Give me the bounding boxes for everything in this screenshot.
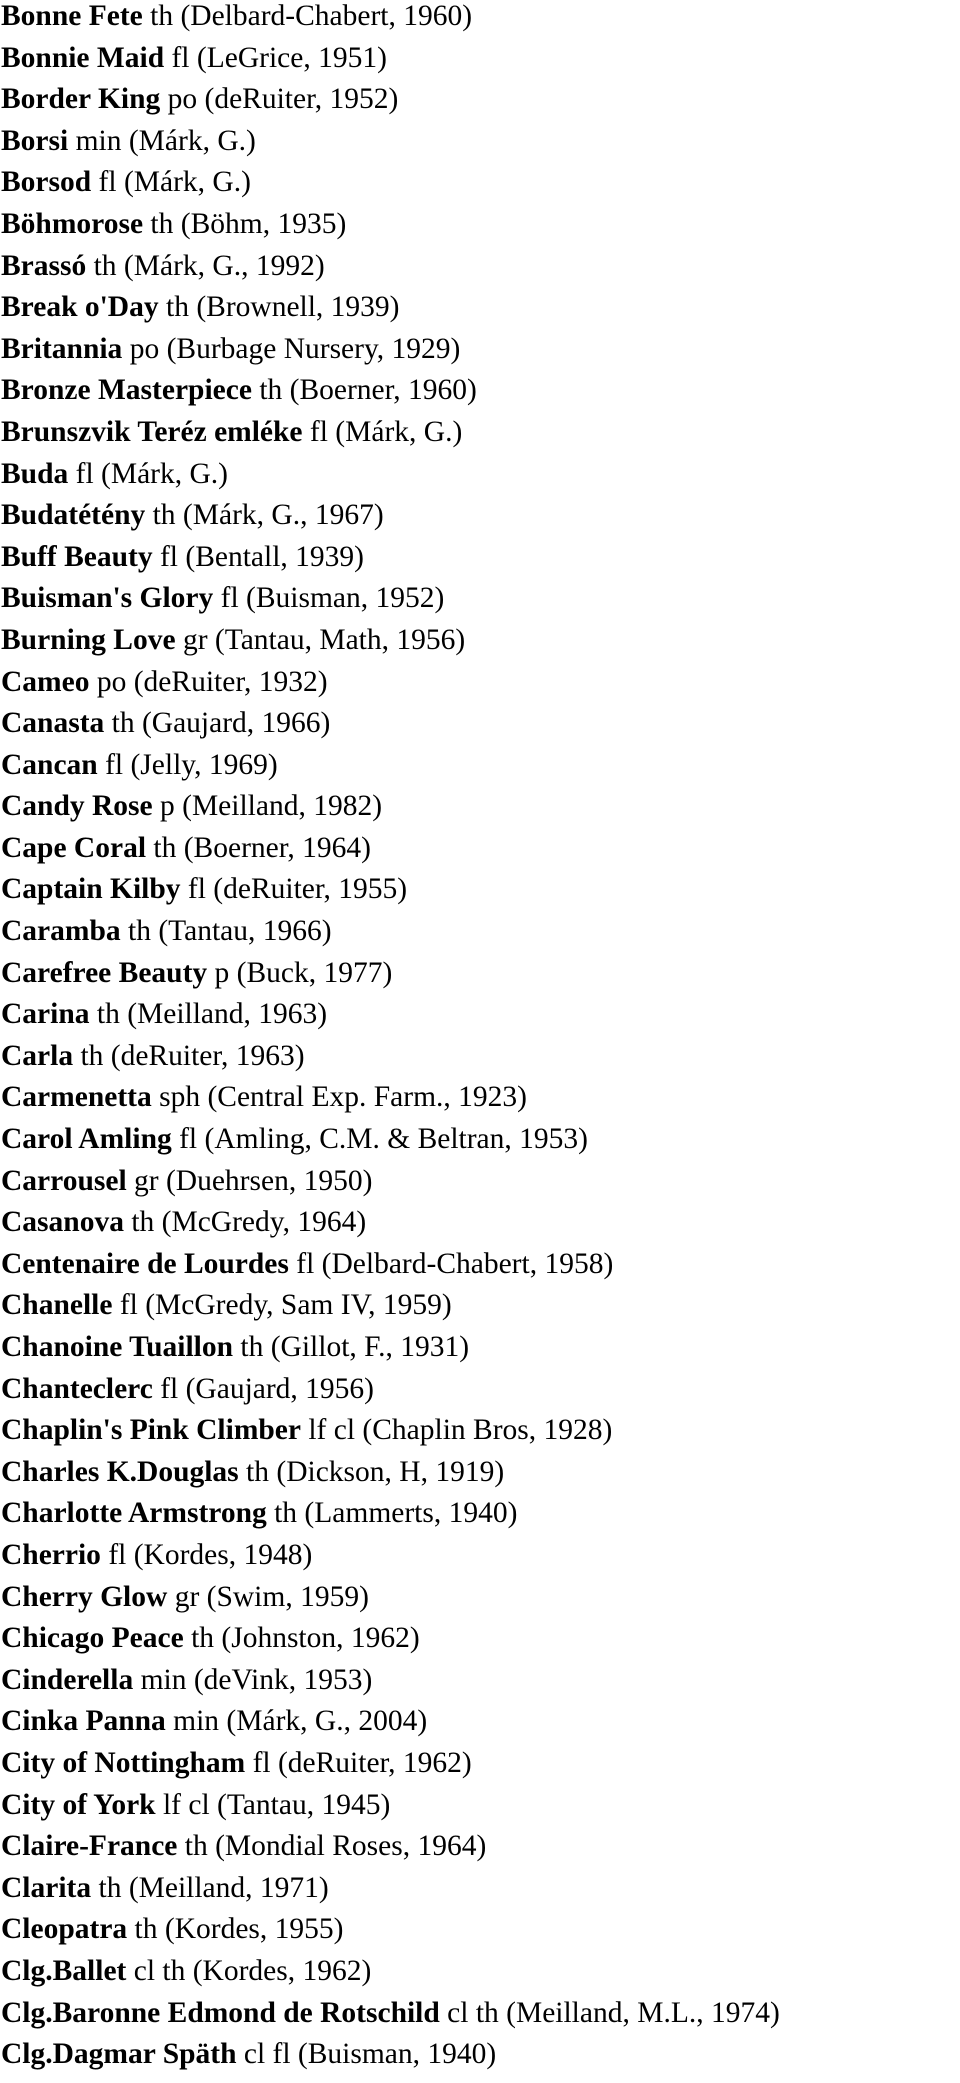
variety-details: th (Tantau, 1966): [128, 915, 332, 948]
variety-name: Canasta: [1, 707, 105, 740]
variety-details: gr (Duehrsen, 1950): [134, 1164, 373, 1197]
list-item: [1, 208, 959, 250]
variety-details: th (Boerner, 1960): [259, 374, 477, 407]
variety-details: lf cl (Tantau, 1945): [162, 1788, 391, 1821]
list-item: [1, 1497, 959, 1539]
variety-name: Cherry Glow: [1, 1580, 168, 1613]
variety-name: Borsod: [1, 166, 92, 199]
rose-variety-list: [1, 0, 959, 2080]
variety-details: th (Mondial Roses, 1964): [184, 1830, 487, 1863]
list-item: [1, 83, 959, 125]
list-item: [1, 1165, 959, 1207]
variety-name: Carmenetta: [1, 1081, 152, 1114]
variety-details: fl (Bentall, 1939): [159, 540, 364, 573]
variety-details: p (Meilland, 1982): [160, 790, 383, 823]
variety-details: th (Boerner, 1964): [153, 831, 371, 864]
variety-name: Chaplin's Pink Climber: [1, 1414, 301, 1447]
variety-details: th (Meilland, 1963): [96, 998, 328, 1031]
variety-details: th (Lammerts, 1940): [274, 1497, 518, 1530]
list-item: [1, 1206, 959, 1248]
list-item: [1, 1747, 959, 1789]
variety-name: Clg.Ballet: [1, 1954, 127, 1987]
variety-details: min (Márk, G.): [75, 124, 256, 157]
variety-name: Brunszvik Teréz emléke: [1, 415, 303, 448]
variety-name: Charlotte Armstrong: [1, 1497, 267, 1530]
variety-name: Borsi: [1, 124, 69, 157]
list-item: [1, 1248, 959, 1290]
variety-name: Cancan: [1, 748, 98, 781]
list-item: [1, 582, 959, 624]
list-item: [1, 957, 959, 999]
variety-details: th (Gillot, F., 1931): [240, 1331, 470, 1363]
variety-details: th (Delbard-Chabert, 1960): [150, 0, 473, 32]
variety-name: Cleopatra: [1, 1913, 128, 1946]
variety-name: City of York: [1, 1788, 156, 1821]
variety-details: po (deRuiter, 1932): [96, 665, 328, 698]
variety-details: th (Johnston, 1962): [191, 1622, 420, 1655]
list-item: [1, 166, 959, 208]
list-item: [1, 374, 959, 416]
variety-name: Carol Amling: [1, 1123, 172, 1156]
variety-details: th (Márk, G., 1967): [152, 499, 384, 532]
list-item: [1, 707, 959, 749]
variety-details: min (deVink, 1953): [140, 1663, 373, 1696]
variety-name: Border King: [1, 83, 161, 116]
variety-details: lf cl (Chaplin Bros, 1928): [308, 1414, 613, 1447]
variety-details: th (Meilland, 1971): [98, 1871, 329, 1904]
list-item: [1, 499, 959, 541]
list-item: [1, 1081, 959, 1123]
variety-name: Burning Love: [1, 623, 176, 656]
variety-name: Candy Rose: [1, 790, 153, 823]
list-item: [1, 1913, 959, 1955]
list-item: [1, 749, 959, 791]
variety-name: Carrousel: [1, 1164, 127, 1197]
variety-name: Buda: [1, 457, 69, 490]
variety-details: fl (Amling, C.M. & Beltran, 1953): [179, 1123, 588, 1156]
variety-name: Cinka Panna: [1, 1705, 166, 1738]
variety-details: cl th (Meilland, M.L., 1974): [447, 1996, 780, 2029]
variety-details: th (Márk, G., 1992): [93, 249, 325, 282]
list-item: [1, 250, 959, 292]
variety-name: Brassó: [1, 249, 87, 282]
variety-details: th (Böhm, 1935): [150, 207, 347, 240]
list-item: [1, 1789, 959, 1831]
list-item: [1, 915, 959, 957]
variety-name: Buisman's Glory: [1, 582, 214, 615]
variety-details: fl (Buisman, 1952): [220, 582, 445, 615]
list-item: [1, 998, 959, 1040]
variety-details: th (deRuiter, 1963): [80, 1039, 305, 1072]
list-item: [1, 1539, 959, 1581]
variety-name: Clg.Dagmar Späth: [1, 2038, 237, 2071]
variety-details: fl (Márk, G.): [309, 415, 463, 448]
variety-details: po (deRuiter, 1952): [167, 83, 399, 116]
variety-name: City of Nottingham: [1, 1746, 246, 1779]
list-item: [1, 291, 959, 333]
list-item: [1, 1622, 959, 1664]
list-item: [1, 790, 959, 832]
variety-name: Bonnie Maid: [1, 41, 165, 74]
list-item: [1, 1373, 959, 1415]
list-item: [1, 1664, 959, 1706]
variety-name: Captain Kilby: [1, 873, 181, 906]
list-item: [1, 873, 959, 915]
variety-details: th (Brownell, 1939): [166, 291, 400, 324]
variety-details: cl fl (Buisman, 1940): [243, 2038, 497, 2071]
variety-name: Carina: [1, 998, 90, 1031]
variety-name: Break o'Day: [1, 291, 159, 324]
list-item: [1, 832, 959, 874]
variety-details: th (McGredy, 1964): [131, 1206, 367, 1239]
list-item: [1, 1331, 959, 1373]
list-item: [1, 0, 959, 42]
list-item: [1, 1997, 959, 2039]
list-item: [1, 458, 959, 500]
variety-details: fl (Gaujard, 1956): [160, 1372, 375, 1405]
variety-details: fl (Delbard-Chabert, 1958): [296, 1247, 614, 1280]
variety-name: Chanteclerc: [1, 1372, 153, 1405]
list-item: [1, 125, 959, 167]
variety-details: gr (Tantau, Math, 1956): [182, 623, 466, 656]
list-item: [1, 42, 959, 84]
variety-name: Clarita: [1, 1871, 92, 1904]
variety-name: Carla: [1, 1039, 74, 1072]
variety-details: th (Dickson, H, 1919): [246, 1455, 505, 1488]
variety-name: Chicago Peace: [1, 1622, 184, 1655]
variety-name: Bronze Masterpiece: [1, 374, 252, 407]
list-item: [1, 624, 959, 666]
variety-name: Charles K.Douglas: [1, 1455, 239, 1488]
variety-name: Chanoine Tuaillon: [1, 1331, 234, 1363]
variety-details: fl (Jelly, 1969): [105, 748, 278, 781]
variety-name: Böhmorose: [1, 207, 144, 240]
variety-name: Budatétény: [1, 499, 146, 532]
variety-name: Clg.Baronne Edmond de Rotschild: [1, 1996, 440, 2029]
variety-details: th (Kordes, 1955): [134, 1913, 344, 1946]
variety-details: fl (LeGrice, 1951): [171, 41, 387, 74]
list-item: [1, 1872, 959, 1914]
list-item: [1, 541, 959, 583]
variety-name: Buff Beauty: [1, 540, 153, 573]
list-item: [1, 1705, 959, 1747]
list-item: [1, 1456, 959, 1498]
variety-details: min (Márk, G., 2004): [173, 1705, 428, 1738]
variety-name: Britannia: [1, 332, 123, 365]
variety-details: fl (Kordes, 1948): [108, 1538, 313, 1571]
variety-details: po (Burbage Nursery, 1929): [129, 332, 461, 365]
variety-details: cl th (Kordes, 1962): [133, 1954, 372, 1987]
variety-name: Chanelle: [1, 1289, 113, 1322]
variety-name: Carefree Beauty: [1, 956, 208, 989]
list-item: [1, 2038, 959, 2080]
variety-details: fl (Márk, G.): [75, 457, 228, 490]
variety-name: Casanova: [1, 1206, 124, 1239]
list-item: [1, 1830, 959, 1872]
list-item: [1, 1123, 959, 1165]
list-item: [1, 1289, 959, 1331]
variety-name: Centenaire de Lourdes: [1, 1247, 289, 1280]
variety-details: sph (Central Exp. Farm., 1923): [159, 1081, 527, 1114]
variety-details: fl (Márk, G.): [98, 166, 251, 199]
variety-details: fl (deRuiter, 1955): [187, 873, 408, 906]
list-item: [1, 666, 959, 708]
variety-details: p (Buck, 1977): [214, 956, 393, 989]
list-item: [1, 1955, 959, 1997]
variety-name: Cape Coral: [1, 831, 147, 864]
list-item: [1, 1040, 959, 1082]
list-item: [1, 1581, 959, 1623]
variety-details: gr (Swim, 1959): [174, 1580, 369, 1613]
variety-details: fl (McGredy, Sam IV, 1959): [119, 1289, 452, 1322]
list-item: [1, 1414, 959, 1456]
variety-name: Cinderella: [1, 1663, 134, 1696]
variety-details: th (Gaujard, 1966): [111, 707, 331, 740]
variety-name: Cherrio: [1, 1538, 101, 1571]
variety-name: Bonne Fete: [1, 0, 143, 32]
variety-name: Cameo: [1, 665, 90, 698]
variety-details: fl (deRuiter, 1962): [252, 1746, 472, 1779]
variety-name: Claire-France: [1, 1830, 178, 1863]
list-item: [1, 333, 959, 375]
variety-name: Caramba: [1, 915, 121, 948]
list-item: [1, 416, 959, 458]
